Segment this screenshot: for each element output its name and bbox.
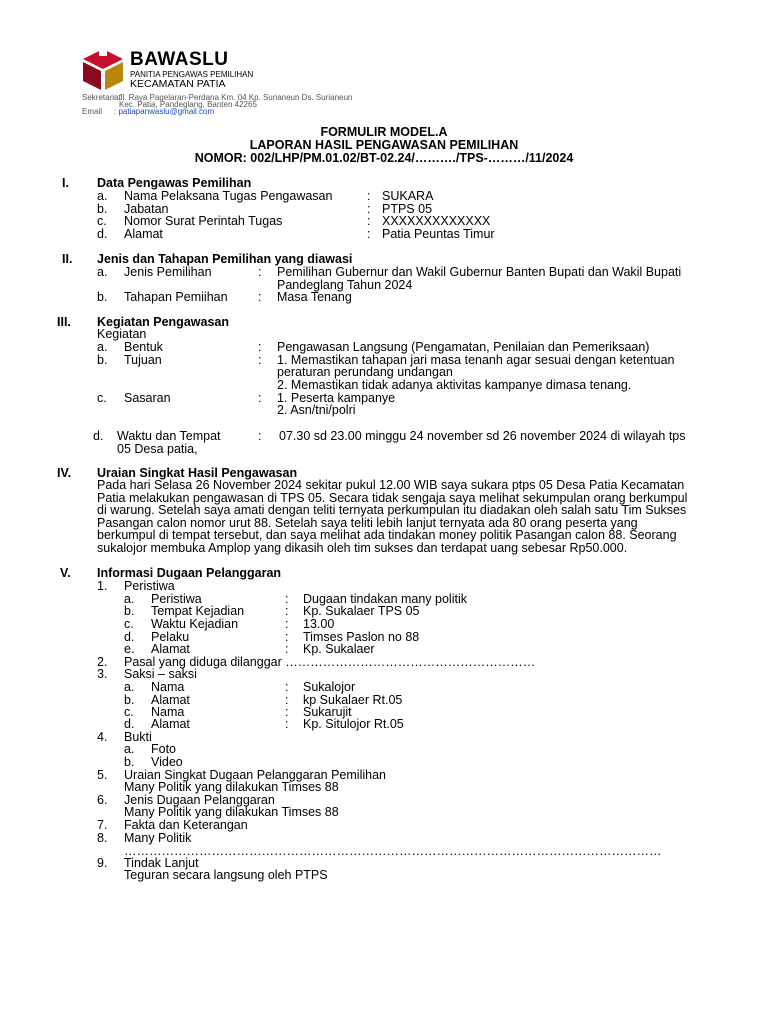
s5-colon: : [285,693,289,707]
s5-colon: : [285,680,289,694]
s5-item-num: 1. [97,579,108,593]
s5-peristiwa-label: Alamat [151,642,190,656]
s3-d-value-1: 07.30 sd 23.00 minggu 24 november sd 26 november 2024 di wilayah tps [279,429,686,443]
s2-b-colon: : [258,290,262,304]
s5-item-label: Uraian Singkat Dugaan Pelanggaran Pemilihan [124,768,386,782]
s1-label: Jabatan [124,202,169,216]
s2-a-label: Jenis Pemilihan [124,265,212,279]
section-4-num: IV. [57,466,72,480]
s1-letter: c. [97,214,107,228]
s5-colon: : [285,630,289,644]
s1-value: SUKARA [382,189,434,203]
s5-saksi-value: Kp. Situlojor Rt.05 [303,717,404,731]
s5-saksi-letter: c. [124,705,134,719]
s5-item-label: Jenis Dugaan Pelanggaran [124,793,275,807]
s1-label: Nama Pelaksana Tugas Pengawasan [124,189,333,203]
s3-c-letter: c. [97,391,107,405]
s5-peristiwa-letter: a. [124,592,135,606]
section-3-heading: Kegiatan Pengawasan [97,315,229,329]
s5-peristiwa-label: Pelaku [151,630,190,644]
section-2-num: II. [62,252,73,266]
s1-colon: : [367,214,371,228]
s5-peristiwa-value: Timses Paslon no 88 [303,630,420,644]
s5-peristiwa-label: Peristiwa [151,592,202,606]
form-title-1: FORMULIR MODEL.A [320,125,448,139]
s1-label: Alamat [124,227,163,241]
s1-label: Nomor Surat Perintah Tugas [124,214,283,228]
s1-colon: : [367,227,371,241]
s3-c-value-1: 1. Peserta kampanye [277,391,396,405]
s4-line: sukalojor membuka Amplop yang dikasih oleh tim sukses dan terdapat uang sebesar Rp50.000. [97,541,628,555]
s1-letter: b. [97,202,108,216]
section-4-heading: Uraian Singkat Hasil Pengawasan [97,466,298,480]
s5-saksi-value: Sukarujit [303,705,352,719]
s3-d-letter: d. [93,429,104,443]
s5-item-value: Many Politik yang dilakukan Timses 88 [124,805,339,819]
section-2-heading: Jenis dan Tahapan Pemilihan yang diawasi [97,252,353,266]
s5-saksi-label: Alamat [151,693,190,707]
s3-a-label: Bentuk [124,340,163,354]
s1-value: Patia Peuntas Timur [382,227,495,241]
s5-peristiwa-letter: e. [124,642,135,656]
s5-bukti-label: Video [151,755,183,769]
s5-bukti-letter: a. [124,742,135,756]
s5-item-label: Tindak Lanjut [124,856,199,870]
secretariat-line-1: : Jl. Raya Pagelaran-Perdana Km. 04 Kp. Surianeun Ds. Surianeun [114,93,353,102]
s5-saksi-label: Nama [151,680,185,694]
s1-colon: : [367,202,371,216]
s5-colon: : [285,717,289,731]
s5-item-num: 9. [97,856,108,870]
s5-peristiwa-letter: c. [124,617,134,631]
s5-item-value: Teguran secara langsung oleh PTPS [124,868,328,882]
s2-b-letter: b. [97,290,108,304]
s5-item-num: 4. [97,730,108,744]
secretariat-label: Sekretariat [82,93,121,102]
s1-value: PTPS 05 [382,202,433,216]
s3-sub: Kegiatan [97,327,147,341]
s5-item-label: Saksi – saksi [124,667,197,681]
s1-colon: : [367,189,371,203]
s5-item-label: Pasal yang diduga dilanggar …………………………………………………… [124,655,536,669]
s5-item-num: 8. [97,831,108,845]
s3-b-label: Tujuan [124,353,162,367]
s4-line: berkumpul di tempat tersebut, dan saya melihat ada tindakan money politik Pasangan calon 88. Seorang [97,528,677,542]
s5-saksi-label: Nama [151,705,185,719]
s5-colon: : [285,642,289,656]
s5-colon: : [285,592,289,606]
s3-a-value: Pengawasan Langsung (Pengamatan, Penilaian dan Pemeriksaan) [277,340,650,354]
s5-saksi-letter: d. [124,717,135,731]
s5-colon: : [285,705,289,719]
s1-value: XXXXXXXXXXXXX [382,214,491,228]
s5-dots-line: ………………………………………………………………………………………………………………… [124,844,662,858]
s5-peristiwa-value: Kp. Sukalaer [303,642,375,656]
s5-item-label: Bukti [124,730,152,744]
s3-c-label: Sasaran [124,391,171,405]
s5-colon: : [285,617,289,631]
s5-bukti-letter: b. [124,755,135,769]
s5-colon: : [285,604,289,618]
s5-item-num: 3. [97,667,108,681]
s5-item-num: 5. [97,768,108,782]
s3-b-value-3: 2. Memastikan tidak adanya aktivitas kampanye dimasa tenang. [277,378,632,392]
s2-a-value-1: Pemilihan Gubernur dan Wakil Gubernur Banten Bupati dan Wakil Bupati [277,265,682,279]
s2-b-label: Tahapan Pemiihan [124,290,228,304]
s5-item-num: 2. [97,655,108,669]
s3-c-value-2: 2. Asn/tni/polri [277,403,356,417]
s5-peristiwa-letter: b. [124,604,135,618]
s3-a-letter: a. [97,340,108,354]
s5-item-num: 6. [97,793,108,807]
s2-a-colon: : [258,265,262,279]
s5-saksi-value: Sukalojor [303,680,356,694]
section-5-num: V. [60,566,71,580]
s5-item-value: Many Politik yang dilakukan Timses 88 [124,780,339,794]
s5-saksi-value: kp Sukalaer Rt.05 [303,693,403,707]
s1-letter: d. [97,227,108,241]
section-1-heading: Data Pengawas Pemilihan [97,176,252,190]
s3-d-value-2: 05 Desa patia, [117,442,198,456]
s4-line: di warung. Setelah saya amati dengan teliti ternyata perkumpulan itu diadakan oleh salah satu Tim Sukses [97,503,687,517]
s2-b-value: Masa Tenang [277,290,352,304]
s3-c-colon: : [258,391,262,405]
s3-a-colon: : [258,340,262,354]
logo-subtitle-2: KECAMATAN PATIA [130,78,226,90]
s5-bukti-label: Foto [151,742,177,756]
s3-b-colon: : [258,353,262,367]
s4-line: Patia melakukan pengawasan di TPS 05. Secara tidak sengaja saya melihat sekumpulan orang berkumpul [97,491,688,505]
s5-saksi-letter: a. [124,680,135,694]
form-title-2: LAPORAN HASIL PENGAWASAN PEMILIHAN [249,138,519,152]
s5-peristiwa-label: Waktu Kejadian [151,617,239,631]
secretariat-line-2: Kec. Patia, Pandeglang, Banten 42265 [119,100,257,109]
form-title-3: NOMOR: 002/LHP/PM.01.02/BT-02.24/………./TPS-………/11/2024 [194,151,574,165]
s5-peristiwa-label: Tempat Kejadian [151,604,245,618]
s3-b-value-1: 1. Memastikan tahapan jari masa tenanh agar sesuai dengan ketentuan [277,353,675,367]
email-value: : patiapanwaslu@gmail.com [114,107,215,116]
s3-d-label: Waktu dan Tempat [117,429,221,443]
s5-item-label: Fakta dan Keterangan [124,818,248,832]
bawaslu-logo-icon [80,46,126,92]
section-3-num: III. [57,315,71,329]
s1-letter: a. [97,189,108,203]
s3-b-letter: b. [97,353,108,367]
section-1-num: I. [62,176,69,190]
logo-name: BAWASLU [130,49,229,70]
s2-a-letter: a. [97,265,108,279]
s5-item-label: Many Politik [124,831,192,845]
s5-peristiwa-value: Dugaan tindakan many politik [303,592,467,606]
s5-peristiwa-value: 13.00 [303,617,335,631]
s5-saksi-letter: b. [124,693,135,707]
s5-peristiwa-letter: d. [124,630,135,644]
section-5-heading: Informasi Dugaan Pelanggaran [97,566,282,580]
s5-saksi-label: Alamat [151,717,190,731]
s4-line: Pada hari Selasa 26 November 2024 sekitar pukul 12.00 WIB saya sukara ptps 05 Desa Patia Kecamatan [97,478,685,492]
logo-subtitle-1: PANITIA PENGAWAS PEMILIHAN [130,70,254,79]
s3-d-colon: : [258,429,262,443]
s5-peristiwa-value: Kp. Sukalaer TPS 05 [303,604,420,618]
s5-item-label: Peristiwa [124,579,175,593]
s5-item-num: 7. [97,818,108,832]
s4-line: Pasangan calon nomor urut 88. Setelah saya teliti lebih lanjut ternyata ada 80 orang peserta yang [97,516,638,530]
s3-b-value-2: peraturan perundang undangan [277,365,453,379]
email-label: Email [82,107,103,116]
s2-a-value-2: Pandeglang Tahun 2024 [277,278,413,292]
